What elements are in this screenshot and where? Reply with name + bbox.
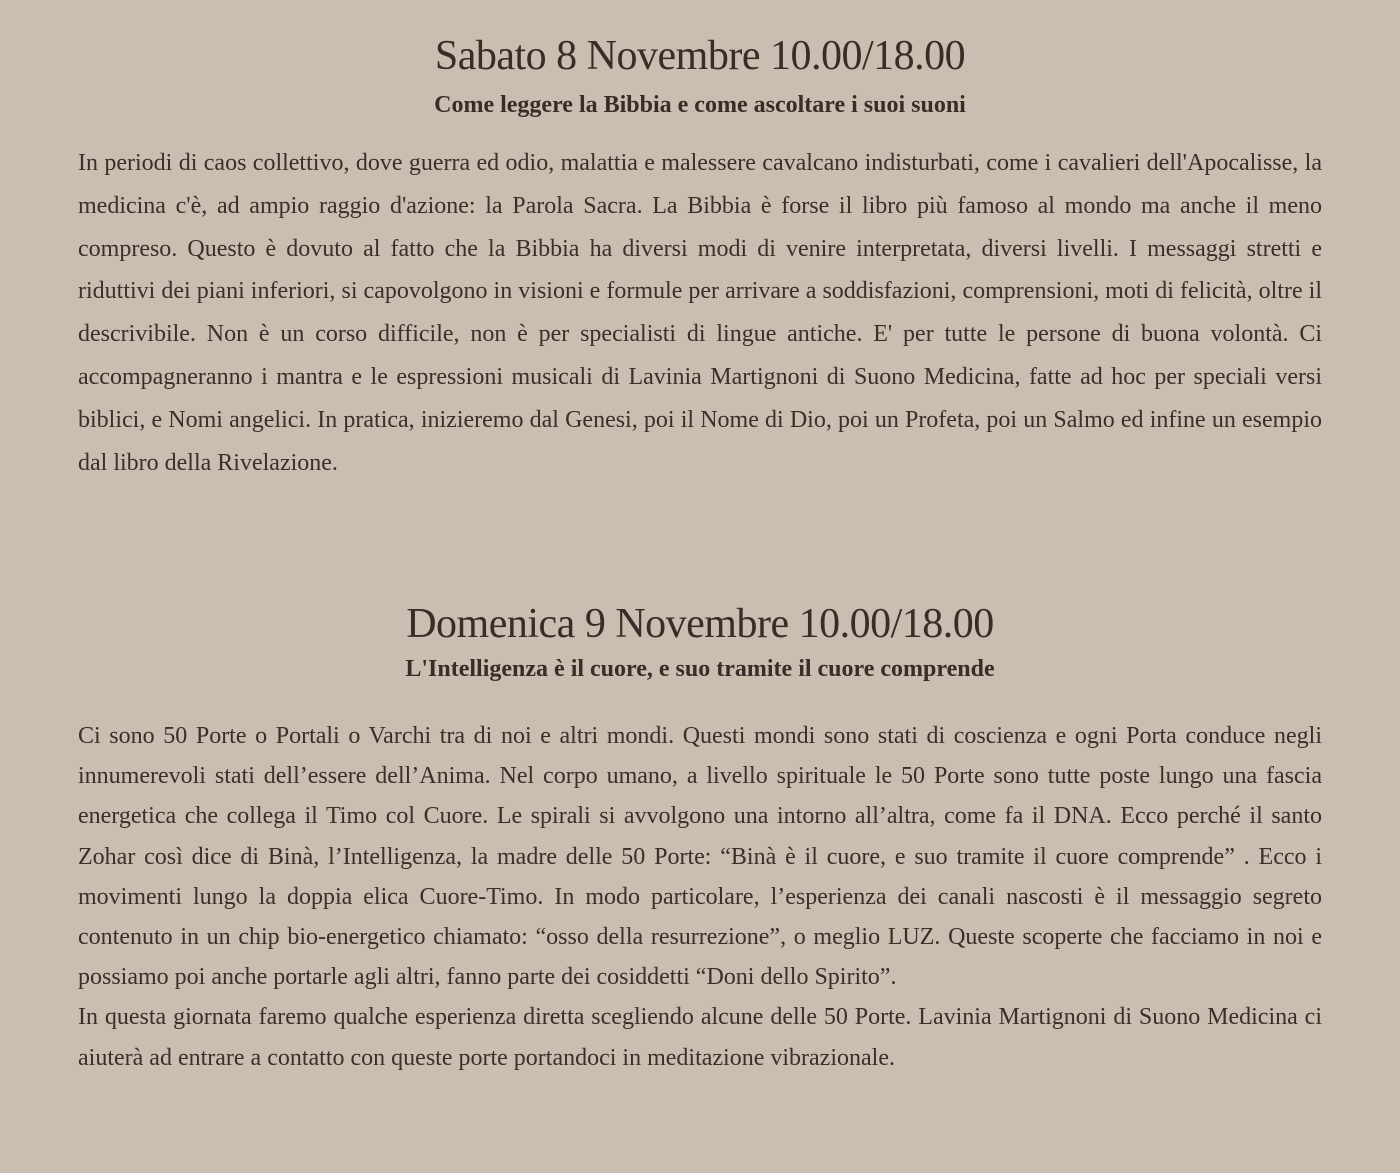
event-description (78, 716, 1322, 1078)
event-saturday (78, 28, 1322, 484)
event-subtitle: Come leggere la Bibbia e come ascoltare i suoi suoni (434, 92, 966, 118)
event-subtitle: L'Intelligenza è il cuore, e suo tramite il cuore comprende (405, 656, 995, 682)
description-paragraph: Ci sono 50 Porte o Portali o Varchi tra di noi e altri mondi. Questi mondi sono stati di coscienza e ogni Porta conduce negli innumerevoli stati dell’essere dell’Anima. Nel corpo umano, a livello spirituale le 50 Porte sono tutte poste lungo una fascia energetica che collega il Timo col Cuore. Le spirali si avvolgono una intorno all’altra, come fa il DNA. Ecco perché il santo Zohar così dice di Binà, l’Intelligenza, la madre delle 50 Porte: “Binà è il cuore, e suo tramite il cuore comprende” . Ecco i movimenti lungo la doppia elica Cuore-Timo. In modo particolare, l’esperienza dei canali nascosti è il messaggio segreto contenuto in un chip bio-energetico chiamato: “osso della resurrezione”, o meglio LUZ. Queste scoperte che facciamo in noi e possiamo poi anche portarle agli altri, fanno parte dei cosiddetti “Doni dello Spirito”. (78, 723, 1322, 991)
description-paragraph: In periodi di caos collettivo, dove guerra ed odio, malattia e malessere cavalcano indisturbati, come i cavalieri dell'Apocalisse, la medicina c'è, ad ampio raggio d'azione: la Parola Sacra. La Bibbia è forse il libro più famoso al mondo ma anche il meno compreso. Questo è dovuto al fatto che la Bibbia ha diversi modi di venire interpretata, diversi livelli. I messaggi stretti e riduttivi dei piani inferiori, si capovolgono in visioni e formule per arrivare a soddisfazioni, comprensioni, moti di felicità, oltre il descrivibile. Non è un corso difficile, non è per specialisti di lingue antiche. E' per tutte le persone di buona volontà. Ci accompagneranno i mantra e le espressioni musicali di Lavinia Martignoni di Suono Medicina, fatte ad hoc per speciali versi biblici, e Nomi angelici. In pratica, inizieremo dal Genesi, poi il Nome di Dio, poi un Profeta, poi un Salmo ed infine un esempio dal libro della Rivelazione. (78, 150, 1322, 476)
event-sunday (78, 596, 1322, 1078)
event-title: Sabato 8 Novembre 10.00/18.00 (434, 33, 966, 79)
event-description (78, 142, 1322, 484)
event-title: Domenica 9 Novembre 10.00/18.00 (406, 601, 994, 647)
description-paragraph: In questa giornata faremo qualche esperienza diretta scegliendo alcune delle 50 Porte. Lavinia Martignoni di Suono Medicina ci aiuterà ad entrare a contatto con queste porte portandoci in meditazione vibrazionale. (78, 1004, 1322, 1071)
